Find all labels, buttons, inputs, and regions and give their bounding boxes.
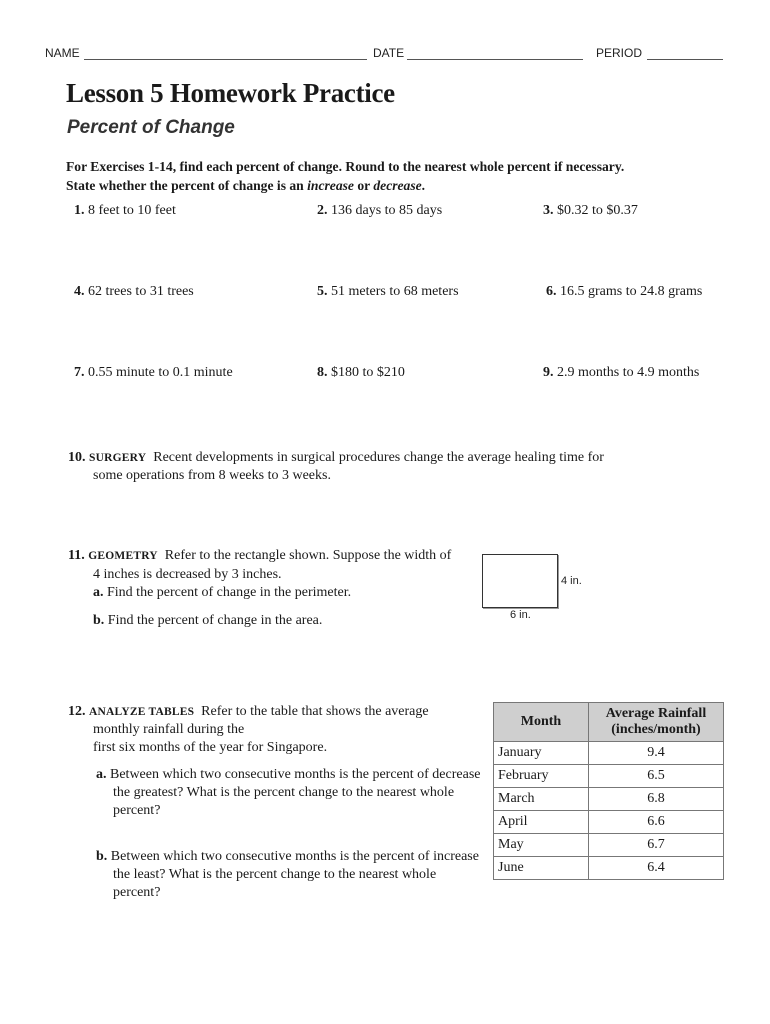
exercise-4: 4. 62 trees to 31 trees: [74, 284, 194, 299]
name-label: NAME: [45, 46, 80, 60]
period-field[interactable]: [647, 59, 723, 60]
question-12a: a. Between which two consecutive months is the percent of decrease: [96, 767, 481, 782]
question-11a: a. Find the percent of change in the perimeter.: [93, 585, 352, 600]
table-row: [494, 857, 724, 880]
question-10-line-2: some operations from 8 weeks to 3 weeks.: [93, 468, 331, 483]
exercise-1: 1. 8 feet to 10 feet: [74, 203, 176, 218]
month-cell: February: [494, 765, 589, 788]
rainfall-cell: 9.4: [589, 742, 724, 765]
table-row: [494, 811, 724, 834]
instructions-line-2: State whether the percent of change is an increase or decrease.: [66, 178, 426, 193]
table-row: [494, 742, 724, 765]
rainfall-cell: 6.4: [589, 857, 724, 880]
month-cell: May: [494, 834, 589, 857]
question-12b: b. Between which two consecutive months is the percent of increase: [96, 849, 479, 864]
question-10: 10. SURGERY Recent developments in surgical procedures change the average healing time for: [68, 450, 604, 465]
question-12a-line-3: percent?: [113, 803, 161, 818]
rectangle-height-label: 4 in.: [561, 575, 582, 587]
page-title: Lesson 5 Homework Practice: [66, 78, 395, 108]
exercise-5: 5. 51 meters to 68 meters: [317, 284, 459, 299]
name-field[interactable]: [84, 59, 367, 60]
rectangle-width-label: 6 in.: [510, 609, 531, 621]
month-cell: March: [494, 788, 589, 811]
question-12a-line-2: the greatest? What is the percent change to the nearest whole: [113, 785, 455, 800]
month-cell: June: [494, 857, 589, 880]
exercise-8: 8. $180 to $210: [317, 365, 405, 380]
month-cell: April: [494, 811, 589, 834]
question-11b: b. Find the percent of change in the area.: [93, 613, 323, 628]
rainfall-cell: 6.8: [589, 788, 724, 811]
month-cell: January: [494, 742, 589, 765]
rainfall-table: [493, 702, 724, 880]
question-12-line-3: first six months of the year for Singapore.: [93, 740, 328, 755]
rainfall-cell: 6.6: [589, 811, 724, 834]
column-header-month: Month: [494, 703, 589, 742]
table-header-row: [494, 703, 724, 742]
exercise-2: 2. 136 days to 85 days: [317, 203, 443, 218]
table-row: [494, 834, 724, 857]
question-12: 12. ANALYZE TABLES Refer to the table that shows the average: [68, 704, 429, 719]
question-11: 11. GEOMETRY Refer to the rectangle shown. Suppose the width of: [68, 548, 452, 563]
question-12-line-2: monthly rainfall during the: [93, 722, 245, 737]
rainfall-cell: 6.7: [589, 834, 724, 857]
exercise-3: 3. $0.32 to $0.37: [543, 203, 638, 218]
question-12b-line-3: percent?: [113, 885, 161, 900]
column-header-rainfall: Average Rainfall (inches/month): [589, 703, 724, 742]
question-12b-line-2: the least? What is the percent change to the nearest whole: [113, 867, 437, 882]
exercise-9: 9. 2.9 months to 4.9 months: [543, 365, 700, 380]
rainfall-cell: 6.5: [589, 765, 724, 788]
date-label: DATE: [373, 46, 405, 60]
exercise-6: 6. 16.5 grams to 24.8 grams: [546, 284, 703, 299]
instructions-line-1: For Exercises 1-14, find each percent of change. Round to the nearest whole percent if necessary.: [66, 159, 625, 174]
question-11-line-2: 4 inches is decreased by 3 inches.: [93, 567, 282, 582]
period-label: PERIOD: [596, 46, 643, 60]
date-field[interactable]: [407, 59, 583, 60]
table-row: [494, 765, 724, 788]
table-row: [494, 788, 724, 811]
rectangle-figure: [482, 554, 558, 608]
exercise-7: 7. 0.55 minute to 0.1 minute: [74, 365, 233, 380]
page-subtitle: Percent of Change: [67, 117, 235, 138]
